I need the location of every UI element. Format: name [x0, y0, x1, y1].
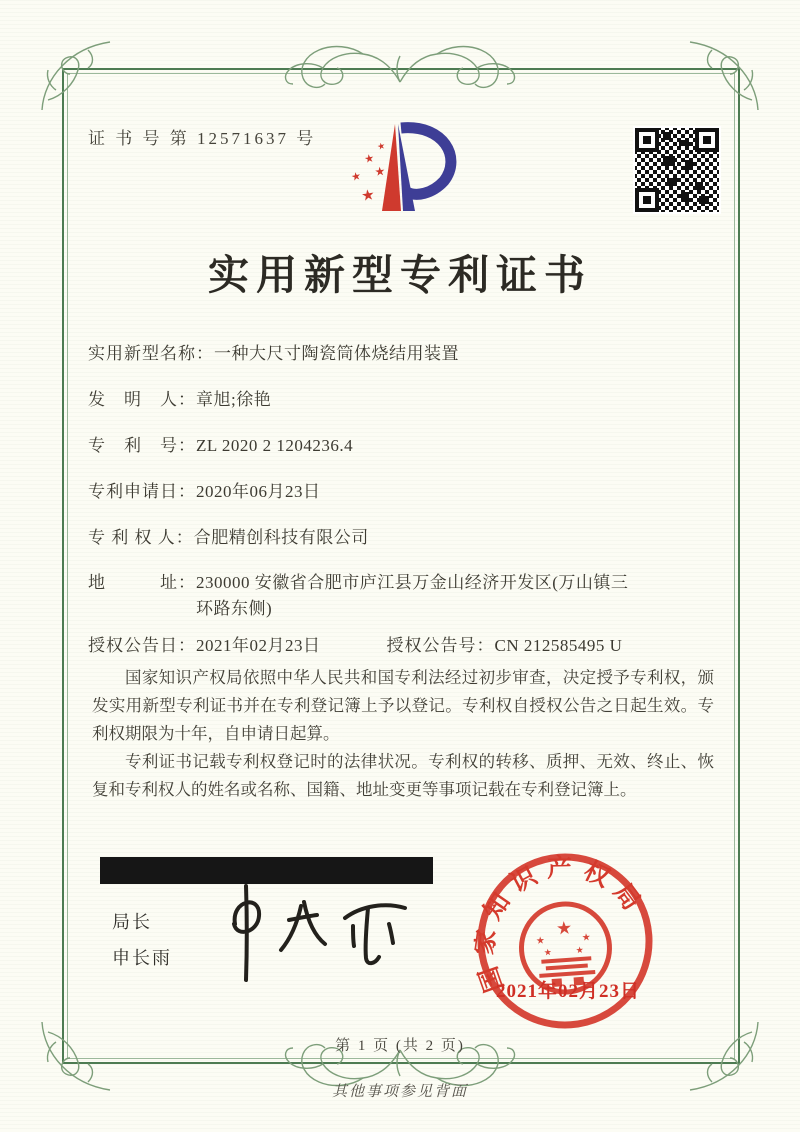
- corner-ornament-top-left: [36, 34, 118, 116]
- field-value: 2021年02月23日: [196, 636, 321, 655]
- svg-text:★: ★: [535, 935, 546, 948]
- svg-text:★: ★: [373, 163, 387, 179]
- svg-text:★: ★: [575, 945, 585, 957]
- svg-text:★: ★: [555, 917, 573, 940]
- field-row-name: [88, 340, 713, 367]
- field-value: CN 212585495 U: [494, 636, 623, 655]
- certificate-title: 实用新型专利证书: [208, 252, 592, 298]
- back-note: 其他事项参见背面: [331, 1084, 468, 1100]
- qr-code: [633, 126, 721, 214]
- svg-text:★: ★: [360, 185, 376, 205]
- field-row-address: [88, 570, 713, 622]
- cnipa-official-seal: [468, 844, 662, 1038]
- field-label: 实用新型名称：: [88, 344, 214, 363]
- field-label: 授权公告号：: [386, 636, 495, 655]
- svg-text:★: ★: [581, 932, 592, 944]
- field-label: 专 利 号：: [88, 436, 196, 455]
- field-row-patentee: [88, 524, 713, 551]
- corner-ornament-top-right: [682, 34, 764, 116]
- seal-date: 2021年02月23日: [495, 981, 640, 1002]
- field-label: 授权公告日：: [88, 636, 196, 655]
- commissioner-signature: [205, 878, 420, 988]
- commissioner-name-label: 申长雨: [112, 948, 172, 968]
- field-row-inventor: [88, 386, 713, 413]
- svg-text:★: ★: [543, 947, 553, 959]
- field-value: 2020年06月23日: [196, 482, 321, 501]
- certificate-number: 证 书 号 第 12571637 号: [88, 129, 317, 148]
- legal-text: [92, 664, 714, 804]
- page-number: 第 1 页 (共 2 页): [335, 1038, 465, 1054]
- top-center-flourish: [263, 38, 537, 100]
- field-label: 专利申请日：: [88, 482, 196, 501]
- field-label: 地 址：: [88, 573, 196, 592]
- field-value: ZL 2020 2 1204236.4: [196, 436, 354, 455]
- field-value: 章旭;徐艳: [196, 390, 272, 409]
- svg-text:★: ★: [363, 151, 376, 166]
- cnipa-logo-icon: [338, 118, 470, 220]
- legal-paragraph-1: 国家知识产权局依照中华人民共和国专利法经过初步审查，决定授予专利权，颁发实用新型专利证书并在专利登记簿上予以登记。专利权自授权公告之日起生效。专利权期限为十年，自申请日起算。: [92, 668, 714, 743]
- commissioner-role-label: 局长: [112, 912, 152, 932]
- field-value: 230000 安徽省合肥市庐江县万金山经济开发区(万山镇三环路东侧): [196, 573, 629, 618]
- field-value: 一种大尺寸陶瓷筒体烧结用装置: [214, 344, 459, 363]
- svg-text:★: ★: [376, 141, 387, 153]
- field-value: 合肥精创科技有限公司: [193, 528, 369, 547]
- seal-authority-text: 国家知识产权局: [471, 855, 651, 996]
- legal-paragraph-2: 专利证书记载专利权登记时的法律状况。专利权的转移、质押、无效、终止、恢复和专利权人的姓名或名称、国籍、地址变更等事项记载在专利登记簿上。: [92, 752, 714, 799]
- field-label: 发 明 人：: [88, 390, 196, 409]
- field-row-patent-number: [88, 432, 713, 459]
- field-row-filing-date: [88, 478, 713, 505]
- svg-text:★: ★: [349, 169, 363, 184]
- field-label: 专 利 权 人：: [88, 528, 194, 547]
- field-pair-announcement-number: [387, 632, 623, 659]
- field-row-grant: [88, 632, 713, 659]
- field-list: [88, 340, 713, 678]
